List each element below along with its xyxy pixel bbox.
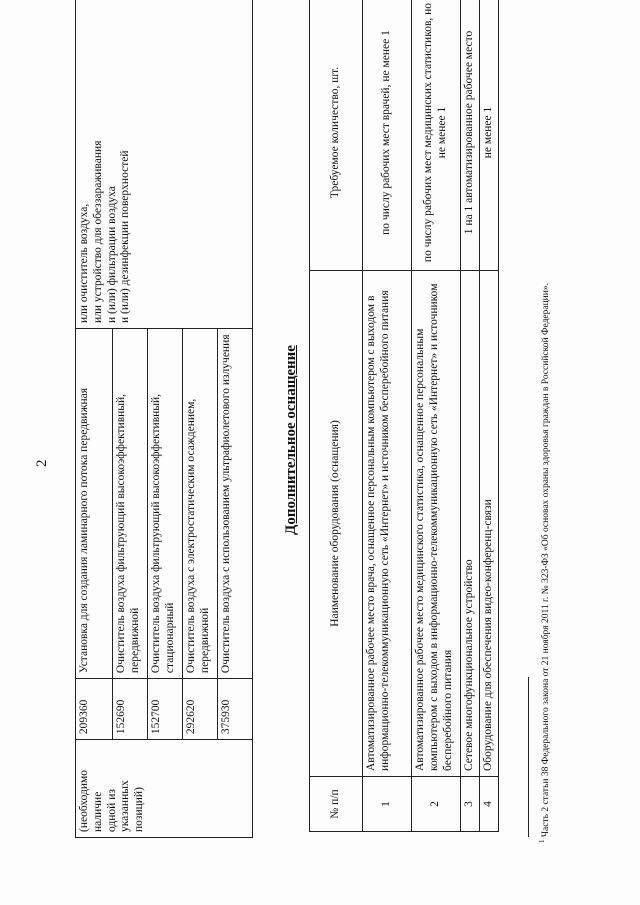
name-cell: Очиститель воздуха фильтрующий высокоэффективный, передвижной (113, 329, 148, 679)
code-cell: 152690 (113, 679, 148, 740)
code-cell: 292620 (183, 679, 218, 740)
note-line: (необходимо (78, 769, 90, 832)
header-num: № п/п (310, 777, 363, 832)
table-row (363, 0, 412, 832)
row-number: 3 (461, 777, 480, 832)
note-line: указанных (119, 780, 132, 832)
name-cell: Установка для создания ламинарного потока передвижная (76, 329, 113, 679)
row-number: 4 (479, 777, 498, 832)
code-cell: 209360 (76, 679, 113, 740)
equipment-table-top (75, 0, 253, 838)
name-cell: Очиститель воздуха с электростатическим осаждением, передвижной (183, 329, 218, 679)
row-qty: 1 на 1 автоматизированное рабочее место (461, 0, 480, 271)
table-row (412, 0, 461, 832)
header-name: Наименование оборудования (оснащения) (310, 271, 363, 777)
requirement-line: и (или) дезинфекции поверхностей (119, 150, 132, 323)
requirement-line: или очиститель воздуха, (78, 203, 90, 323)
row-qty: не менее 1 (479, 0, 498, 271)
row-qty: по числу рабочих мест медицинских статистиков, но не менее 1 (412, 0, 461, 271)
row-name: Автоматизированное рабочее место медицинского статистика, оснащенное персональным компьютером с выходом в информационно-телекоммуникационную сеть «Интернет» и источником бесперебойного питания (412, 271, 461, 777)
name-cell: Очиститель воздуха с использованием ультрафиолетового излучения (218, 329, 253, 679)
row-name: Оборудование для обеспечения видео-конференц-связи (479, 271, 498, 777)
row-number: 2 (412, 777, 461, 832)
table-row (479, 0, 498, 832)
row-name: Сетевое многофункциональное устройство (461, 271, 480, 777)
header-qty: Требуемое количество, шт. (310, 0, 363, 271)
footnote-text: Часть 2 статьи 38 Федерального закона от 21 ноября 2011 г. № 323-ФЗ «Об основах охраны здоровья граждан в Российской Федерации». (541, 283, 552, 838)
requirement-line: и (или) фильтрации воздуха (105, 186, 118, 323)
table-row (76, 0, 113, 838)
section-title: Дополнительное оснащение (283, 345, 299, 535)
note-line: позиций) (133, 787, 146, 832)
header-row (310, 0, 363, 832)
footnote (538, 283, 551, 843)
note-line: наличие (91, 791, 104, 832)
footnote-mark: 1 (538, 839, 546, 843)
requirement-cell (76, 0, 253, 329)
footnote-divider (528, 677, 529, 837)
row-qty: по числу рабочих мест врачей, не менее 1 (363, 0, 412, 271)
page-number: 2 (34, 459, 50, 467)
note-line: одной из (105, 789, 118, 832)
row-name: Автоматизированное рабочее место врача, оснащенное персональным компьютером с выходом в информационно-телекоммуникационную сеть «Интернет» и источником бесперебойного питания (363, 271, 412, 777)
code-cell: 375930 (218, 679, 253, 740)
name-cell: Очиститель воздуха фильтрующий высокоэффективный, стационарный (148, 329, 183, 679)
row-number: 1 (363, 777, 412, 832)
requirement-line: или устройство для обеззараживания (91, 140, 104, 323)
note-cell (76, 740, 253, 838)
table-row (461, 0, 480, 832)
additional-equipment-table (309, 0, 499, 832)
code-cell: 152700 (148, 679, 183, 740)
